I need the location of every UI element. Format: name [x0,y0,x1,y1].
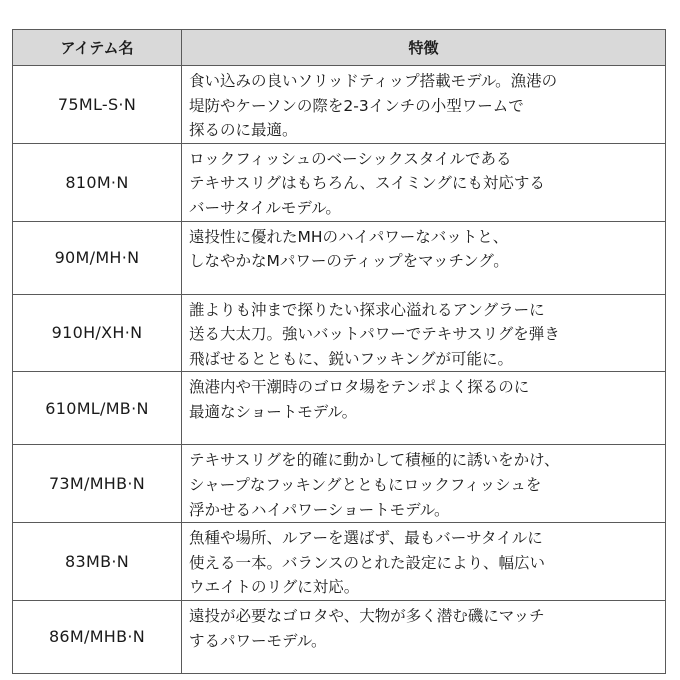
feature-cell: 遠投が必要なゴロタや、大物が多く潜む磯にマッチ するパワーモデル。 [182,600,666,673]
header-item-name: アイテム名 [13,30,182,66]
feature-cell: ロックフィッシュのベーシックスタイルである テキサスリグはもちろん、スイミングにも対応する バーサタイルモデル。 [182,143,666,221]
feature-cell: 漁港内や干潮時のゴロタ場をテンポよく探るのに 最適なショートモデル。 [182,372,666,445]
header-row [13,30,666,66]
feature-cell: 食い込みの良いソリッドティップ搭載モデル。漁港の 堤防やケーソンの際を2-3インチの小型ワームで 探るのに最適。 [182,66,666,144]
item-name-cell: 90M/MH·N [13,221,182,294]
table-header [13,30,666,66]
table-row [13,294,666,372]
feature-cell: テキサスリグを的確に動かして積極的に誘いをかけ、 シャープなフッキングとともにロックフィッシュを 浮かせるハイパワーショートモデル。 [182,445,666,523]
table-row [13,523,666,601]
table-row [13,372,666,445]
item-name-cell: 610ML/MB·N [13,372,182,445]
product-spec-table [12,29,666,674]
table-row [13,143,666,221]
item-name-cell: 73M/MHB·N [13,445,182,523]
table-row [13,221,666,294]
item-name-cell: 75ML-S·N [13,66,182,144]
table-row [13,600,666,673]
table-row [13,66,666,144]
item-name-cell: 86M/MHB·N [13,600,182,673]
table-row [13,445,666,523]
header-features: 特徴 [182,30,666,66]
feature-cell: 誰よりも沖まで探りたい探求心溢れるアングラーに 送る大太刀。強いバットパワーでテキサスリグを弾き 飛ばせるとともに、鋭いフッキングが可能に。 [182,294,666,372]
item-name-cell: 910H/XH·N [13,294,182,372]
feature-cell: 遠投性に優れたMHのハイパワーなバットと、 しなやかなMパワーのティップをマッチング。 [182,221,666,294]
table-body [13,66,666,674]
item-name-cell: 83MB·N [13,523,182,601]
item-name-cell: 810M·N [13,143,182,221]
feature-cell: 魚種や場所、ルアーを選ばず、最もバーサタイルに 使える一本。バランスのとれた設定により、幅広い ウエイトのリグに対応。 [182,523,666,601]
